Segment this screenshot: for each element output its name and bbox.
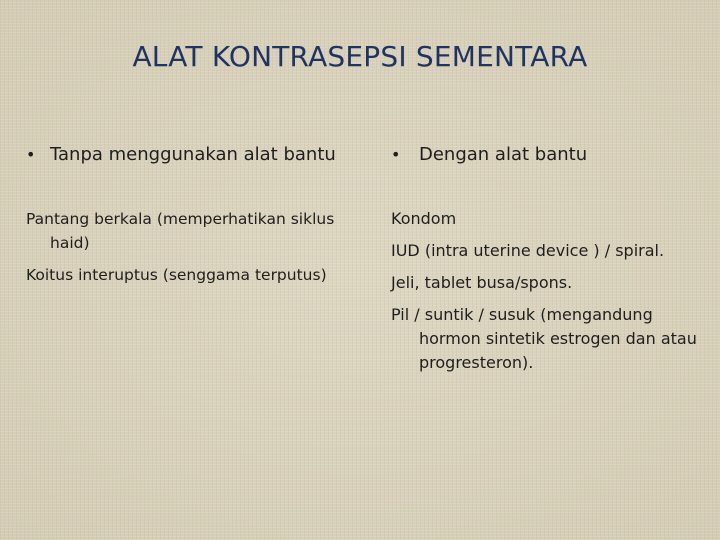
list-item: Pil / suntik / susuk (mengandung hormon sintetik estrogen dan atau progresteron). xyxy=(391,305,697,372)
list-item: Kondom xyxy=(391,209,457,228)
left-heading xyxy=(26,143,356,167)
bullet-icon: • xyxy=(26,145,36,164)
right-heading-text: Dengan alat bantu xyxy=(419,144,588,165)
right-heading xyxy=(391,143,711,167)
list-item: Pantang berkala (memperhatikan siklus haid) xyxy=(26,210,335,252)
left-heading-text: Tanpa menggunakan alat bantu xyxy=(50,144,336,165)
bullet-icon: • xyxy=(391,145,401,164)
left-item-list xyxy=(26,207,356,287)
right-item-list xyxy=(391,207,711,375)
list-item: Jeli, tablet busa/spons. xyxy=(391,273,573,292)
list-item: Koitus interuptus (senggama terputus) xyxy=(26,266,327,284)
right-column xyxy=(391,143,711,383)
slide-title: ALAT KONTRASEPSI SEMENTARA xyxy=(132,40,588,73)
left-column xyxy=(26,143,356,295)
list-item: IUD (intra uterine device ) / spiral. xyxy=(391,241,665,260)
